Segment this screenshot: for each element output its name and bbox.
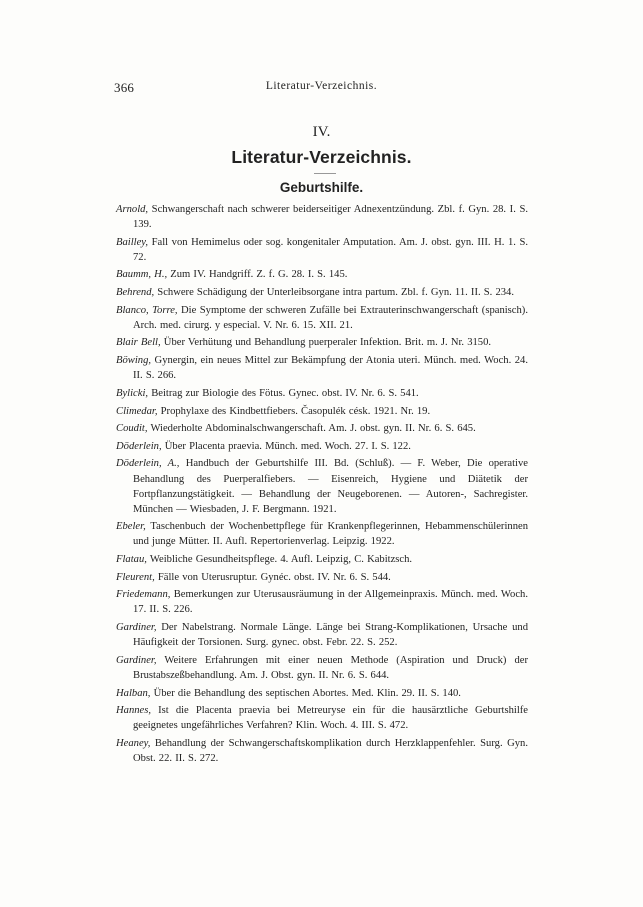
entry-author: Ebeler,	[116, 521, 146, 533]
entry-author: Böwing,	[116, 355, 152, 367]
entry-text: Über Verhütung und Behandlung puerperaler Infektion. Brit. m. J. Nr. 3150.	[160, 337, 492, 349]
section-numeral: IV.	[312, 124, 331, 140]
entry-author: Behrend,	[116, 287, 155, 299]
bibliography-entry	[116, 421, 528, 436]
entry-text: Weibliche Gesundheitspflege. 4. Aufl. Leipzig, C. Kabitzsch.	[146, 554, 413, 566]
entry-text: Über die Behandlung des septischen Abortes. Med. Klin. 29. II. S. 140.	[150, 687, 461, 699]
entry-author: Arnold,	[116, 204, 149, 215]
subsection-title: Geburtshilfe.	[279, 180, 364, 195]
entry-text: Beitrag zur Biologie des Fötus. Gynec. obst. IV. Nr. 6. S. 541.	[148, 387, 419, 399]
entry-text: Über Placenta praevia. Münch. med. Woch. 27. I. S. 122.	[161, 440, 411, 452]
bibliography-entry	[116, 267, 528, 282]
bibliography-entry	[116, 285, 528, 300]
entry-text: Zum IV. Handgriff. Z. f. G. 28. I. S. 145.	[167, 269, 348, 281]
bibliography-entry	[116, 570, 528, 585]
bibliography-entry	[116, 353, 528, 383]
entry-author: Döderlein, A.,	[116, 458, 180, 470]
bibliography-entry	[116, 456, 528, 516]
entry-author: Halban,	[116, 687, 151, 699]
bibliography-entry	[116, 686, 528, 701]
entry-text: Prophylaxe des Kindbettfiebers. Časopulék césk. 1921. Nr. 19.	[157, 405, 431, 417]
entry-author: Gardiner,	[116, 622, 157, 634]
entry-author: Coudit,	[116, 423, 148, 435]
bibliography-entry	[116, 587, 528, 617]
entry-text: Die Symptome der schweren Zufälle bei Extrauterinschwangerschaft (spanisch). Arch. med. cirurg. y especial. V. Nr. 6. 15. XII. 21.	[133, 304, 528, 331]
entry-text: Ist die Placenta praevia bei Metreuryse ein für die hausärztliche Geburtshilfe geeignetes ungefährliches Verfahren? Klin. Woch. 4. III. S. 472.	[133, 705, 528, 732]
entry-text: Schwangerschaft nach schwerer beiderseitiger Adnexentzündung. Zbl. f. Gyn. 28. I. S. 139.	[133, 204, 528, 231]
entry-author: Döderlein,	[116, 440, 162, 452]
entry-author: Friedemann,	[116, 589, 171, 601]
bibliography-entry	[116, 552, 528, 567]
bibliography-entry	[116, 736, 528, 766]
entry-author: Hannes,	[116, 705, 152, 717]
entry-text: Fall von Hemimelus oder sog. kongenitaler Amputation. Am. J. obst. gyn. III. H. 1. S. 72.	[133, 236, 528, 263]
entry-author: Bailley,	[116, 236, 149, 248]
entry-text: Taschenbuch der Wochenbettpflege für Krankenpflegerinnen, Hebammenschülerinnen und junge Mütter. II. Aufl. Repertorienverlag. Leipzig. 1922.	[133, 521, 528, 548]
entry-text: Wiederholte Abdominalschwangerschaft. Am. J. obst. gyn. II. Nr. 6. S. 645.	[147, 423, 476, 435]
title-rule	[314, 173, 336, 174]
entry-author: Climedar,	[116, 405, 158, 417]
bibliography-entry	[116, 303, 528, 333]
bibliography-entry	[116, 202, 528, 232]
entry-author: Bylicki,	[116, 387, 149, 399]
bibliography-entry	[116, 235, 528, 265]
entry-text: Fälle von Uterusruptur. Gynéc. obst. IV. Nr. 6. S. 544.	[154, 571, 391, 583]
bibliography-entry	[116, 386, 528, 401]
bibliography-entry	[116, 439, 528, 454]
bibliography-entry	[116, 703, 528, 733]
entry-text: Gynergin, ein neues Mittel zur Bekämpfung der Atonia uteri. Münch. med. Woch. 24. II. S. 266.	[133, 355, 528, 382]
bibliography-entry	[116, 335, 528, 350]
entry-author: Blair Bell,	[116, 337, 161, 349]
entry-text: Bemerkungen zur Uterusausräumung in der Allgemeinpraxis. Münch. med. Woch. 17. II. S. 226.	[133, 589, 528, 616]
bibliography-entry	[116, 519, 528, 549]
entry-text: Weitere Erfahrungen mit einer neuen Methode (Aspiration und Druck) der Brustabszeßbehandlung. Am. J. Obst. gyn. II. Nr. 6. S. 644.	[133, 654, 528, 681]
page-number: 366	[114, 80, 135, 95]
running-head: Literatur-Verzeichnis.	[265, 80, 378, 92]
entry-author: Fleurent,	[116, 571, 155, 583]
entry-author: Blanco, Torre,	[116, 304, 178, 316]
entry-author: Baumm, H.,	[116, 269, 168, 281]
bibliography-entry	[116, 653, 528, 683]
entry-text: Schwere Schädigung der Unterleibsorgane intra partum. Zbl. f. Gyn. 11. II. S. 234.	[154, 287, 514, 299]
entry-text: Handbuch der Geburtshilfe III. Bd. (Schluß). — F. Weber, Die operative Behandlung des Puerperalfiebers. — Eisenreich, Hygiene und Diätetik der Fortpflanzungstätigkeit. — Behandlung der Neugeborenen. — Autoren-, Sachregister. München — Wiesbaden, J. F. Bergmann. 1921.	[133, 458, 528, 515]
entry-author: Gardiner,	[116, 654, 157, 666]
section-title: Literatur-Verzeichnis.	[231, 147, 412, 167]
entry-author: Heaney,	[116, 737, 151, 749]
bibliography-entry	[116, 620, 528, 650]
bibliography-list	[116, 202, 528, 769]
entry-author: Flatau,	[116, 554, 147, 566]
bibliography-entry	[116, 404, 528, 419]
entry-text: Behandlung der Schwangerschaftskomplikation durch Herzklappenfehler. Surg. Gyn. Obst. 22. II. S. 272.	[133, 737, 528, 765]
entry-text: Der Nabelstrang. Normale Länge. Länge bei Strang-Komplikationen, Ursache und Häufigkeit der Torsionen. Surg. gynec. obst. Febr. 22. S. 252.	[133, 622, 528, 649]
